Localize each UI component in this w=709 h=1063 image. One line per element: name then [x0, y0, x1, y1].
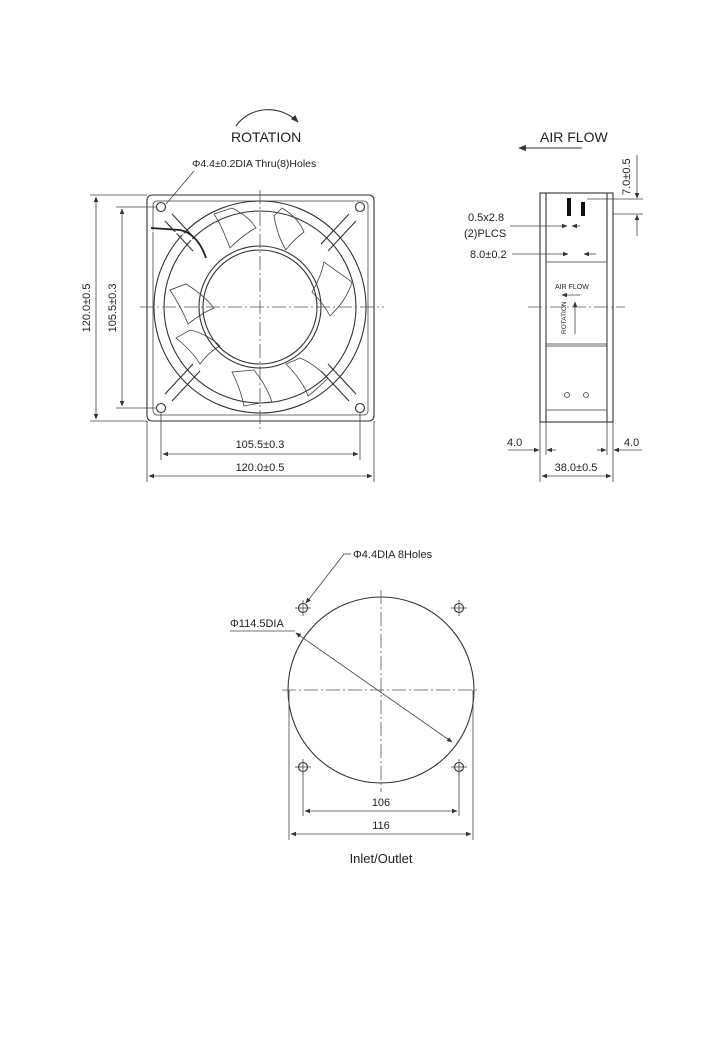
terminal — [581, 202, 585, 216]
front-mounting-holes — [157, 203, 365, 413]
side-airflow-small-label: AIR FLOW — [555, 284, 589, 291]
mounting-hole-callout: Φ4.4DIA 8Holes — [353, 549, 433, 561]
front-hole-callout: Φ4.4±0.2DIA Thru(8)Holes — [192, 158, 317, 170]
rotation-arrow-icon — [236, 110, 298, 126]
dim-hole-spacing: 106 — [371, 797, 391, 809]
side-rotation-small-label: ROTATION — [561, 301, 568, 334]
terminal — [567, 198, 571, 216]
airflow-label: AIR FLOW — [540, 129, 608, 145]
side-screw — [584, 393, 589, 398]
dim-terminal-size: 0.5x2.8 — [468, 212, 505, 224]
dim-outer-vertical: 120.0±0.5 — [81, 283, 93, 333]
dim-terminal-count: (2)PLCS — [464, 228, 507, 240]
cutout-callout: Φ114.5DIA — [230, 618, 284, 630]
dim-terminal-spacing: 8.0±0.2 — [470, 249, 507, 261]
lead-wires — [151, 228, 206, 258]
dim-inner-horizontal: 105.5±0.3 — [235, 439, 285, 451]
cutout-diameter-line — [296, 633, 452, 742]
dim-overall: 116 — [372, 820, 390, 832]
dim-depth: 38.0±0.5 — [554, 462, 598, 474]
front-hole-leader — [166, 171, 194, 204]
dim-flange-left: 4.0 — [507, 437, 523, 449]
side-view — [464, 129, 643, 482]
side-body-outline — [540, 193, 613, 422]
dim-flange-right: 4.0 — [624, 437, 640, 449]
side-lower-panel — [546, 346, 607, 410]
dim-terminal-height: 7.0±0.5 — [621, 158, 633, 195]
mounting-hole — [356, 203, 365, 212]
front-view — [81, 110, 384, 482]
mounting-view — [230, 549, 480, 866]
dim-inner-vertical: 105.5±0.3 — [107, 283, 119, 333]
mounting-hole — [356, 404, 365, 413]
side-screw — [565, 393, 570, 398]
dim-outer-horizontal: 120.0±0.5 — [235, 462, 285, 474]
mounting-caption: Inlet/Outlet — [349, 851, 413, 866]
mounting-hole — [157, 203, 166, 212]
rotation-label: ROTATION — [231, 129, 302, 145]
mounting-hole — [157, 404, 166, 413]
side-label-panel — [546, 262, 607, 344]
